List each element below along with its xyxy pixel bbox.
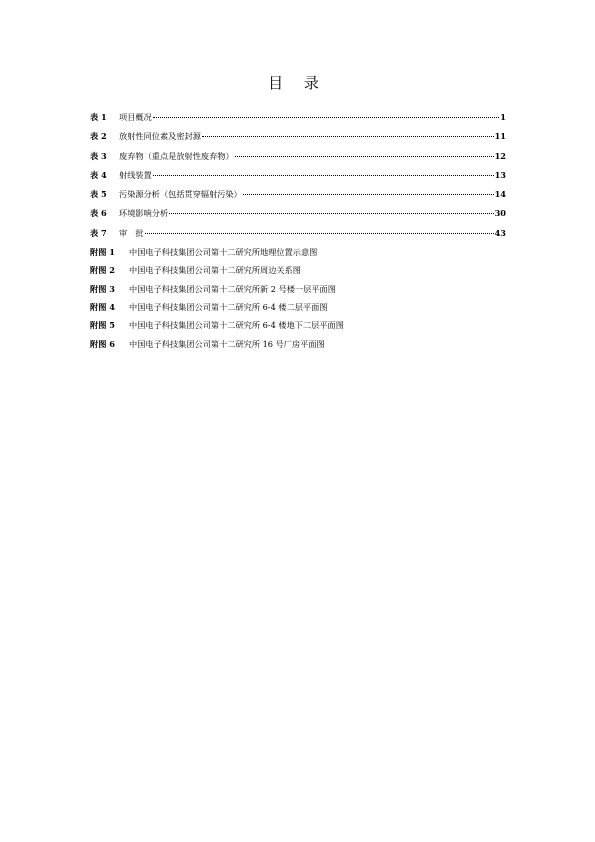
toc-entry-title: 废弃物（重点是放射性废弃物） [119,150,234,161]
toc-entry-table-1[interactable] [90,111,506,130]
toc-dot-leader [145,233,494,234]
toc-entry-figure-1[interactable] [90,246,506,264]
toc-entry-table-5[interactable] [90,188,506,207]
figure-number: 附图 6 [90,338,115,349]
toc-entry-number: 表 6 [90,208,107,219]
toc-dot-leader [202,136,494,137]
toc-entry-page: 1 [500,112,506,122]
toc-entry-page: 11 [494,131,506,142]
figure-title: 中国电子科技集团公司第十二研究所 6-4 楼地下二层平面图 [129,320,344,331]
toc-entry-title: 污染源分析（包括贯穿辐射污染） [119,189,242,200]
toc-entry-title: 项目概况 [119,112,152,122]
figure-number: 附图 2 [90,265,115,276]
figure-title: 中国电子科技集团公司第十二研究所 6-4 楼二层平面图 [129,301,328,312]
figure-number: 附图 3 [90,283,115,294]
toc-entry-figure-3[interactable] [90,283,506,301]
toc-entry-number: 表 5 [90,189,107,200]
table-of-contents [90,111,506,356]
toc-entry-number: 表 4 [90,169,107,180]
toc-entry-title: 放射性同位素及密封源 [119,131,201,142]
toc-entry-figure-2[interactable] [90,264,506,282]
figure-title: 中国电子科技集团公司第十二研究所新 2 号楼一层平面图 [129,283,336,294]
toc-entry-title: 环境影响分析 [119,208,169,219]
toc-entry-figure-4[interactable] [90,301,506,319]
toc-entry-number: 表 2 [90,131,107,142]
figure-number: 附图 4 [90,301,115,312]
toc-dot-leader [153,175,494,176]
page-title: 目 录 [268,74,327,92]
toc-entry-table-2[interactable] [90,130,506,149]
toc-entry-page: 14 [494,189,506,200]
toc-entry-page: 12 [494,150,506,161]
figure-title: 中国电子科技集团公司第十二研究所周边关系图 [129,265,301,276]
toc-entry-page: 30 [494,208,506,219]
toc-entry-figure-5[interactable] [90,319,506,337]
figure-title: 中国电子科技集团公司第十二研究所 16 号厂房平面图 [129,338,325,349]
toc-entry-table-4[interactable] [90,169,506,188]
figure-number: 附图 1 [90,247,115,258]
toc-entry-table-3[interactable] [90,150,506,169]
toc-entry-number: 表 7 [90,227,107,238]
toc-entry-title: 射线装置 [119,169,152,180]
toc-dot-leader [153,117,500,118]
toc-dot-leader [235,156,494,157]
toc-dot-leader [243,194,494,195]
toc-entry-page: 43 [494,227,506,238]
figure-number: 附图 5 [90,320,115,331]
toc-entry-figure-6[interactable] [90,338,506,356]
toc-entry-title: 审 批 [119,227,144,238]
toc-entry-table-6[interactable] [90,207,506,226]
toc-entry-table-7[interactable] [90,227,506,246]
figure-title: 中国电子科技集团公司第十二研究所地理位置示意图 [129,247,318,258]
toc-entry-page: 13 [494,169,506,180]
toc-dot-leader [169,213,493,214]
toc-entry-number: 表 3 [90,150,107,161]
toc-entry-number: 表 1 [90,112,107,122]
